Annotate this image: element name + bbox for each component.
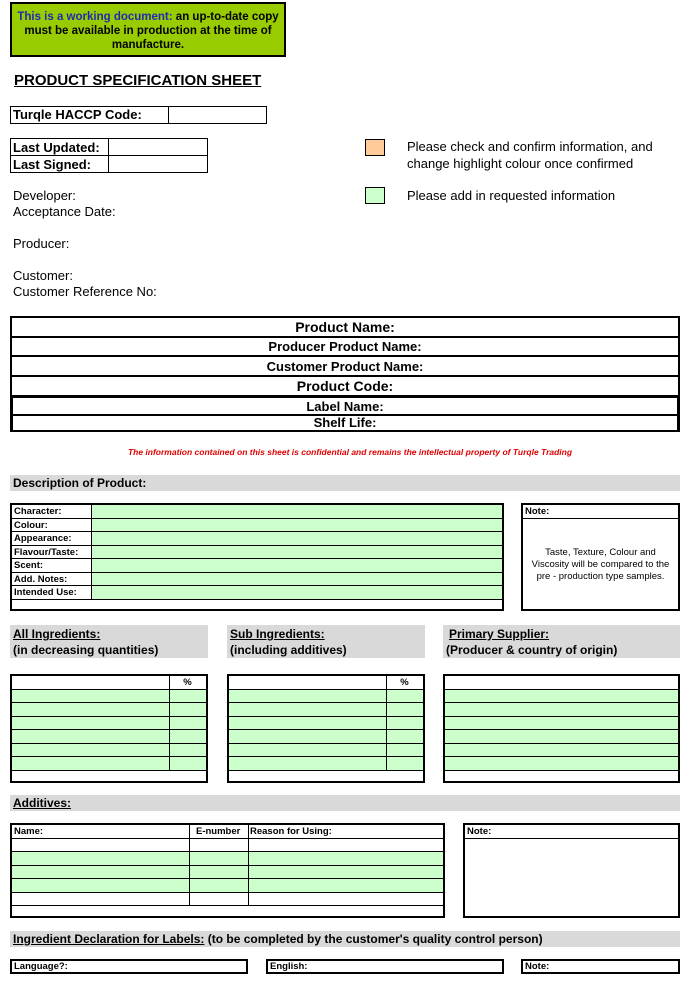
all-ingredients-heading xyxy=(10,625,208,658)
table-row[interactable] xyxy=(12,866,443,880)
table-row[interactable] xyxy=(12,852,443,866)
product-name-row[interactable]: Product Name: xyxy=(12,318,678,338)
description-table xyxy=(10,503,504,611)
haccp-code-field[interactable] xyxy=(168,107,267,123)
description-row-label: Flavour/Taste: xyxy=(12,546,92,560)
description-row[interactable] xyxy=(12,586,502,600)
description-row-label: Intended Use: xyxy=(12,586,92,600)
description-heading: Description of Product: xyxy=(10,475,680,491)
producer-product-name-row[interactable]: Producer Product Name: xyxy=(12,338,678,357)
developer-label: Developer: xyxy=(13,188,76,203)
table-row[interactable] xyxy=(12,690,206,704)
table-row[interactable] xyxy=(445,730,678,744)
primary-supplier-table xyxy=(443,674,680,783)
ingredient-header-row xyxy=(12,676,206,690)
banner-text: an up-to-date copy must be available in production at the time of manufacture. xyxy=(24,11,279,51)
declaration-heading xyxy=(10,931,680,947)
last-signed-label: Last Signed: xyxy=(13,157,92,172)
additives-note-label: Note: xyxy=(465,825,678,839)
language-box[interactable] xyxy=(10,959,248,974)
sub-ingredients-subtitle: (including additives) xyxy=(230,643,347,657)
table-row[interactable] xyxy=(445,744,678,758)
additives-header-row xyxy=(12,825,443,839)
customer-product-name-row[interactable]: Customer Product Name: xyxy=(12,357,678,377)
table-row[interactable] xyxy=(229,717,423,731)
acceptance-date-label: Acceptance Date: xyxy=(13,204,116,219)
table-row[interactable] xyxy=(445,717,678,731)
orange-highlight-swatch xyxy=(365,139,385,156)
description-row[interactable] xyxy=(12,532,502,546)
table-row[interactable] xyxy=(229,744,423,758)
table-row[interactable] xyxy=(229,757,423,771)
table-row[interactable] xyxy=(445,757,678,771)
character-field[interactable] xyxy=(92,505,502,519)
table-row[interactable] xyxy=(12,744,206,758)
ingredient-header-row xyxy=(229,676,423,690)
product-name-table xyxy=(10,316,680,432)
all-ingredients-table xyxy=(10,674,208,783)
e-number-header: E-number xyxy=(196,826,241,837)
add-notes-field[interactable] xyxy=(92,573,502,587)
intended-use-field[interactable] xyxy=(92,586,502,600)
primary-supplier-heading xyxy=(443,625,680,658)
all-ingredients-subtitle: (in decreasing quantities) xyxy=(13,643,159,657)
description-row-label: Appearance: xyxy=(12,532,92,546)
additives-note-box[interactable] xyxy=(463,823,680,918)
sub-ingredients-heading xyxy=(227,625,425,658)
table-row[interactable] xyxy=(12,703,206,717)
description-row[interactable] xyxy=(12,519,502,533)
appearance-field[interactable] xyxy=(92,532,502,546)
customer-label: Customer: xyxy=(13,268,73,283)
additives-table xyxy=(10,823,445,918)
table-row[interactable] xyxy=(229,690,423,704)
declaration-note-label: Note: xyxy=(525,961,550,972)
label-name-row[interactable]: Label Name: xyxy=(12,397,678,415)
table-row[interactable] xyxy=(445,690,678,704)
flavour-field[interactable] xyxy=(92,546,502,560)
all-ingredients-title: All Ingredients: xyxy=(13,627,101,641)
description-note-label: Note: xyxy=(523,505,678,519)
table-row[interactable] xyxy=(229,703,423,717)
last-updated-field[interactable] xyxy=(108,139,207,156)
legend-check-line2: change highlight colour once confirmed xyxy=(407,156,634,171)
last-updated-label: Last Updated: xyxy=(13,140,100,155)
legend-check-line1: Please check and confirm information, and xyxy=(407,139,653,154)
colour-field[interactable] xyxy=(92,519,502,533)
table-row[interactable] xyxy=(445,703,678,717)
english-label: English: xyxy=(270,961,308,972)
haccp-code-box xyxy=(10,106,267,124)
description-row-label: Character: xyxy=(12,505,92,519)
description-note-text: Taste, Texture, Colour and Viscosity will be compared to the pre - production type samples. xyxy=(531,547,670,582)
declaration-title: Ingredient Declaration for Labels: xyxy=(13,932,205,946)
supplier-header-row xyxy=(445,676,678,690)
description-row-label: Colour: xyxy=(12,519,92,533)
reason-header: Reason for Using: xyxy=(250,826,332,837)
haccp-code-label: Turqle HACCP Code: xyxy=(13,107,142,122)
customer-reference-label: Customer Reference No: xyxy=(13,284,157,299)
additive-name-header: Name: xyxy=(14,826,44,837)
working-document-banner xyxy=(10,2,286,57)
table-row[interactable] xyxy=(12,839,443,853)
description-note-box xyxy=(521,503,680,611)
primary-supplier-title: Primary Supplier: xyxy=(449,627,550,641)
percent-header: % xyxy=(400,677,409,688)
description-row-label: Scent: xyxy=(12,559,92,573)
description-row[interactable] xyxy=(12,546,502,560)
description-row-label: Add. Notes: xyxy=(12,573,92,587)
percent-header: % xyxy=(183,677,192,688)
table-row[interactable] xyxy=(229,730,423,744)
last-signed-field[interactable] xyxy=(108,156,207,172)
table-row[interactable] xyxy=(12,757,206,771)
table-row[interactable] xyxy=(12,893,443,907)
shelf-life-row[interactable]: Shelf Life: xyxy=(12,415,678,430)
legend-add-text: Please add in requested information xyxy=(407,188,616,203)
sub-ingredients-table xyxy=(227,674,425,783)
producer-label: Producer: xyxy=(13,236,70,251)
table-row[interactable] xyxy=(12,879,443,893)
declaration-note-box[interactable] xyxy=(521,959,680,974)
additives-heading: Additives: xyxy=(10,795,680,811)
description-row[interactable] xyxy=(12,559,502,573)
banner-lead: This is a working document: xyxy=(17,11,173,23)
english-box[interactable] xyxy=(266,959,504,974)
declaration-subtitle: (to be completed by the customer's quality control person) xyxy=(204,932,543,946)
table-row[interactable] xyxy=(12,717,206,731)
dates-box xyxy=(10,138,208,173)
sub-ingredients-title: Sub Ingredients: xyxy=(230,627,325,641)
description-row[interactable] xyxy=(12,573,502,587)
description-row[interactable] xyxy=(12,505,502,519)
primary-supplier-subtitle: (Producer & country of origin) xyxy=(446,643,618,657)
green-highlight-swatch xyxy=(365,187,385,204)
language-label: Language?: xyxy=(14,961,68,972)
table-row[interactable] xyxy=(12,730,206,744)
product-code-row[interactable]: Product Code: xyxy=(12,377,678,397)
scent-field[interactable] xyxy=(92,559,502,573)
page-title: PRODUCT SPECIFICATION SHEET xyxy=(14,72,262,89)
confidential-notice: The information contained on this sheet is confidential and remains the intellectual property of Turqle Trading xyxy=(127,447,573,457)
